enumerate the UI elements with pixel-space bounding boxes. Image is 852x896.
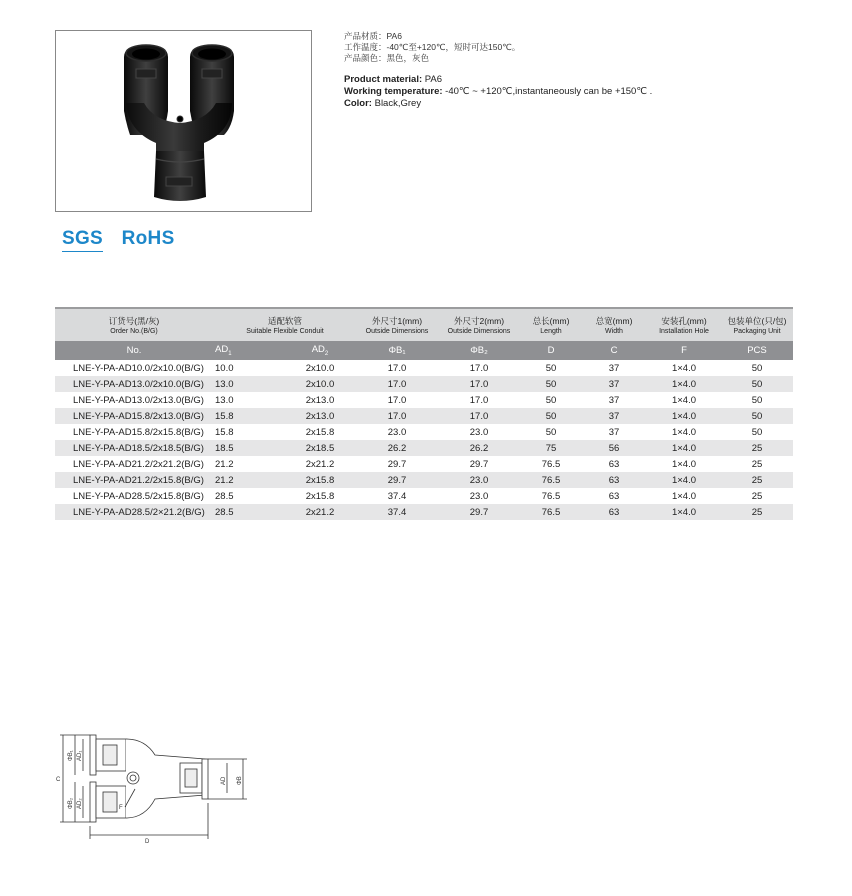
cell-b2: 23.0 bbox=[469, 490, 489, 502]
table-header-top bbox=[55, 308, 793, 341]
temperature-value: -40℃ ~ +120℃,instantaneously can be +150℃ . bbox=[442, 86, 653, 97]
cell-ad2: 2x10.0 bbox=[283, 376, 357, 392]
cn-spec-color: 产品颜色：黑色，灰色 bbox=[344, 53, 430, 63]
cell-b1: 17.0 bbox=[387, 362, 407, 374]
cell-pcs: 25 bbox=[721, 440, 793, 456]
header-length: 总长(mm) Length bbox=[521, 308, 581, 341]
header-outside-dim-1: 外尺寸1(mm) Outside Dimensions bbox=[357, 308, 437, 341]
drawing-label-ad2: AD₂ bbox=[77, 798, 83, 809]
cell-d: 76.5 bbox=[541, 490, 561, 502]
header-outside-dim-2: 外尺寸2(mm) Outside Dimensions bbox=[437, 308, 521, 341]
table-row bbox=[55, 424, 793, 440]
cell-c: 37 bbox=[608, 426, 620, 438]
cell-c: 63 bbox=[608, 458, 620, 470]
cell-b2: 29.7 bbox=[469, 458, 489, 470]
material-label: Product material: bbox=[344, 74, 423, 85]
subheader-pcs: PCS bbox=[721, 341, 793, 360]
cell-ad2: 2x15.8 bbox=[305, 490, 335, 502]
table-row bbox=[55, 376, 793, 392]
header-installation-hole: 安装孔(mm) Installation Hole bbox=[647, 308, 721, 341]
subheader-ad2: $AD_2$ bbox=[283, 341, 357, 360]
cell-d: 76.5 bbox=[521, 504, 581, 520]
cell-f: 1×4.0 bbox=[647, 440, 721, 456]
cell-c: 37 bbox=[608, 362, 620, 374]
cell-pcs: 50 bbox=[751, 362, 763, 374]
cell-pcs: 25 bbox=[721, 472, 793, 488]
cell-d: 50 bbox=[521, 408, 581, 424]
cell-order-no: LNE-Y-PA-AD28.5/2x15.8(B/G) bbox=[73, 490, 204, 502]
drawing-label-f: F bbox=[119, 805, 123, 811]
cell-ad2: 2x21.2 bbox=[305, 458, 335, 470]
sgs-logo: SGS bbox=[62, 228, 103, 252]
table-row bbox=[55, 392, 793, 408]
cell-b1: 37.4 bbox=[357, 504, 437, 520]
cell-ad1: 10.0 bbox=[215, 362, 234, 374]
cn-spec-material: 产品材质：PA6 bbox=[344, 31, 402, 41]
cell-d: 76.5 bbox=[521, 472, 581, 488]
cell-order-no: LNE-Y-PA-AD15.8/2x15.8(B/G) bbox=[73, 426, 204, 438]
cell-b1: 37.4 bbox=[387, 490, 407, 502]
cell-order-no: LNE-Y-PA-AD18.5/2x18.5(B/G) bbox=[55, 440, 213, 456]
cell-b1: 26.2 bbox=[357, 440, 437, 456]
cell-pcs: 25 bbox=[751, 458, 763, 470]
cell-ad2: 2x15.8 bbox=[305, 426, 335, 438]
cell-f: 1×4.0 bbox=[671, 362, 697, 374]
cell-ad2: 2x18.5 bbox=[283, 440, 357, 456]
cn-specs bbox=[344, 31, 520, 64]
cell-ad1: 13.0 bbox=[213, 376, 283, 392]
subheader-b2: ΦB₂ bbox=[437, 341, 521, 360]
subheader-no: No. bbox=[55, 341, 213, 360]
cell-f: 1×4.0 bbox=[647, 408, 721, 424]
cell-f: 1×4.0 bbox=[647, 504, 721, 520]
cell-ad1: 18.5 bbox=[213, 440, 283, 456]
cell-ad1: 13.0 bbox=[215, 394, 234, 406]
en-specs bbox=[344, 74, 652, 110]
cell-d: 50 bbox=[545, 362, 557, 374]
cell-b2: 17.0 bbox=[469, 394, 489, 406]
header-order-no: 订货号(黑/灰) Order No.(B/G) bbox=[55, 308, 213, 341]
cell-d: 50 bbox=[521, 376, 581, 392]
cell-f: 1×4.0 bbox=[671, 490, 697, 502]
cell-order-no: LNE-Y-PA-AD13.0/2x13.0(B/G) bbox=[73, 394, 204, 406]
cell-d: 50 bbox=[545, 426, 557, 438]
cell-b2: 29.7 bbox=[437, 504, 521, 520]
en-spec-temperature bbox=[344, 86, 652, 98]
table-header-sub bbox=[55, 341, 793, 360]
table-row bbox=[55, 408, 793, 424]
rohs-logo: RoHS bbox=[121, 228, 175, 249]
cell-b1: 23.0 bbox=[387, 426, 407, 438]
temperature-label: Working temperature: bbox=[344, 86, 443, 97]
cell-d: 50 bbox=[545, 394, 557, 406]
cell-order-no: LNE-Y-PA-AD21.2/2x15.8(B/G) bbox=[55, 472, 213, 488]
drawing-label-b1: ΦB₁ bbox=[68, 750, 74, 761]
subheader-ad1: $AD_1$ bbox=[213, 341, 283, 360]
cell-pcs: 50 bbox=[721, 376, 793, 392]
color-value: Black,Grey bbox=[371, 98, 422, 109]
cell-d: 75 bbox=[521, 440, 581, 456]
cell-ad2: 2x21.2 bbox=[283, 504, 357, 520]
cell-b2: 23.0 bbox=[469, 426, 489, 438]
header-packaging-unit: 包装单位(只/包) Packaging Unit bbox=[721, 308, 793, 341]
cell-pcs: 50 bbox=[751, 394, 763, 406]
cell-ad2: 2x13.0 bbox=[305, 394, 335, 406]
cell-b1: 17.0 bbox=[387, 394, 407, 406]
cell-d: 76.5 bbox=[541, 458, 561, 470]
subheader-f: F bbox=[647, 341, 721, 360]
cell-c: 37 bbox=[581, 408, 647, 424]
cell-b2: 17.0 bbox=[437, 408, 521, 424]
en-spec-color bbox=[344, 98, 652, 110]
cell-pcs: 50 bbox=[721, 408, 793, 424]
product-photo-frame bbox=[55, 30, 312, 212]
table-row bbox=[55, 456, 793, 472]
subheader-b1: ΦB₁ bbox=[357, 341, 437, 360]
cell-ad1: 21.2 bbox=[215, 458, 234, 470]
cell-order-no: LNE-Y-PA-AD13.0/2x10.0(B/G) bbox=[55, 376, 213, 392]
drawing-label-ad: AD bbox=[221, 776, 227, 785]
cell-ad1: 28.5 bbox=[215, 490, 234, 502]
spec-table bbox=[55, 307, 793, 520]
cell-pcs: 25 bbox=[721, 504, 793, 520]
subheader-d: D bbox=[521, 341, 581, 360]
cell-f: 1×4.0 bbox=[671, 394, 697, 406]
cell-order-no: LNE-Y-PA-AD21.2/2x21.2(B/G) bbox=[73, 458, 204, 470]
cell-c: 37 bbox=[581, 376, 647, 392]
header-suitable-conduit: 适配软管 Suitable Flexible Conduit bbox=[213, 308, 357, 341]
cell-order-no: LNE-Y-PA-AD28.5/2×21.2(B/G) bbox=[55, 504, 213, 520]
drawing-label-c: C bbox=[56, 777, 61, 783]
drawing-label-d: D bbox=[145, 839, 150, 845]
cell-c: 63 bbox=[581, 504, 647, 520]
cell-f: 1×4.0 bbox=[647, 376, 721, 392]
cell-b2: 26.2 bbox=[437, 440, 521, 456]
en-spec-material bbox=[344, 74, 652, 86]
cell-b2: 17.0 bbox=[469, 362, 489, 374]
cell-b1: 29.7 bbox=[357, 472, 437, 488]
cell-b2: 23.0 bbox=[437, 472, 521, 488]
table-row bbox=[55, 360, 793, 376]
cell-ad2: 2x15.8 bbox=[283, 472, 357, 488]
cell-f: 1×4.0 bbox=[671, 426, 697, 438]
table-row bbox=[55, 472, 793, 488]
cell-order-no: LNE-Y-PA-AD15.8/2x13.0(B/G) bbox=[55, 408, 213, 424]
cell-c: 63 bbox=[608, 490, 620, 502]
drawing-label-b: ΦB bbox=[237, 776, 243, 785]
table-row bbox=[55, 440, 793, 456]
cell-ad1: 15.8 bbox=[215, 426, 234, 438]
table-row bbox=[55, 488, 793, 504]
cell-ad1: 21.2 bbox=[213, 472, 283, 488]
cell-ad1: 28.5 bbox=[213, 504, 283, 520]
cell-f: 1×4.0 bbox=[647, 472, 721, 488]
y-connector-photo bbox=[56, 31, 311, 211]
cell-pcs: 50 bbox=[751, 426, 763, 438]
cell-f: 1×4.0 bbox=[671, 458, 697, 470]
certifications bbox=[62, 228, 175, 252]
header-width: 总宽(mm) Width bbox=[581, 308, 647, 341]
subheader-c: C bbox=[581, 341, 647, 360]
cell-c: 37 bbox=[608, 394, 620, 406]
cn-spec-temperature: 工作温度：-40℃至+120℃，短时可达150℃。 bbox=[344, 42, 521, 52]
cell-ad2: 2x13.0 bbox=[283, 408, 357, 424]
cell-c: 63 bbox=[581, 472, 647, 488]
cell-ad1: 15.8 bbox=[213, 408, 283, 424]
color-label: Color: bbox=[344, 98, 372, 109]
cell-b1: 29.7 bbox=[387, 458, 407, 470]
cell-order-no: LNE-Y-PA-AD10.0/2x10.0(B/G) bbox=[73, 362, 204, 374]
technical-drawing bbox=[55, 725, 255, 845]
material-value: PA6 bbox=[422, 74, 443, 85]
table-row bbox=[55, 504, 793, 520]
cell-b2: 17.0 bbox=[437, 376, 521, 392]
drawing-label-ad1: AD₁ bbox=[77, 750, 83, 761]
cell-c: 56 bbox=[581, 440, 647, 456]
cell-pcs: 25 bbox=[751, 490, 763, 502]
cell-ad2: 2x10.0 bbox=[305, 362, 335, 374]
cell-b1: 17.0 bbox=[357, 376, 437, 392]
cell-b1: 17.0 bbox=[357, 408, 437, 424]
drawing-label-b2: ΦB₂ bbox=[68, 797, 74, 809]
